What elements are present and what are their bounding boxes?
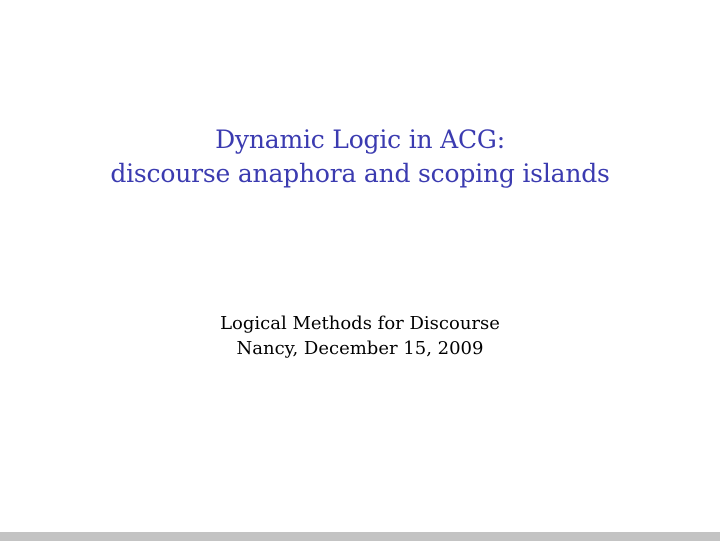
event-place-date: Nancy, December 15, 2009: [236, 338, 484, 359]
slide-title: [0, 123, 720, 191]
footer-bar: [0, 532, 720, 541]
title-line-2: discourse anaphora and scoping islands: [110, 159, 610, 188]
event-name: Logical Methods for Discourse: [220, 313, 500, 334]
title-line-1: Dynamic Logic in ACG:: [215, 125, 505, 154]
slide-subtitle: [0, 311, 720, 361]
